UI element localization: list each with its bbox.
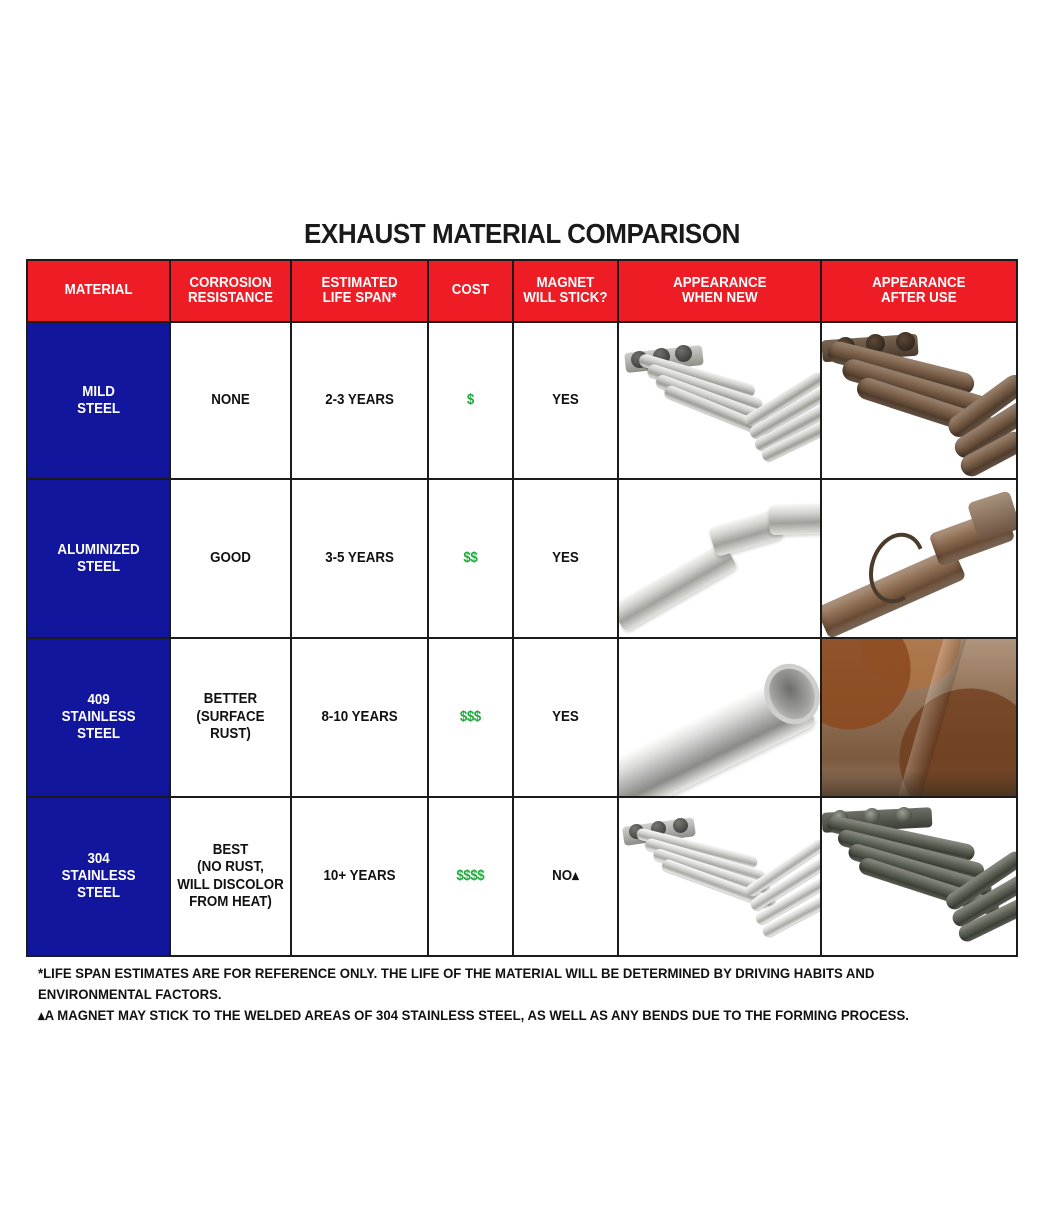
comparison-table-container xyxy=(26,259,1018,957)
header-appearance-after-use: APPEARANCE AFTER USE xyxy=(821,260,1017,322)
table-row xyxy=(27,638,1017,797)
cell-lifespan-aluminized-steel: 3-5 YEARS xyxy=(291,479,428,638)
cell-material-mild-steel: MILD STEEL xyxy=(27,322,170,479)
cell-magnet-mild-steel: YES xyxy=(513,322,618,479)
image-409-stainless-tube-new xyxy=(618,638,822,797)
exhaust-material-comparison-table xyxy=(26,259,1018,957)
image-aluminized-pipe-new xyxy=(618,479,822,638)
image-aluminized-pipe-rusted xyxy=(821,479,1017,638)
cell-corrosion-mild-steel: NONE xyxy=(170,322,291,479)
cell-cost-409-stainless-steel: $$$ xyxy=(428,638,513,797)
header-estimated-life-span: ESTIMATED LIFE SPAN* xyxy=(291,260,428,322)
footnotes xyxy=(38,963,1018,1026)
header-corrosion-resistance: CORROSION RESISTANCE xyxy=(170,260,291,322)
table-header-row xyxy=(27,260,1017,322)
cell-cost-aluminized-steel: $$ xyxy=(428,479,513,638)
cell-corrosion-aluminized-steel: GOOD xyxy=(170,479,291,638)
cell-corrosion-304-stainless-steel: BEST (NO RUST, WILL DISCOLOR FROM HEAT) xyxy=(170,797,291,956)
page-title: EXHAUST MATERIAL COMPARISON xyxy=(304,218,740,249)
cell-lifespan-409-stainless-steel: 8-10 YEARS xyxy=(291,638,428,797)
cell-material-aluminized-steel: ALUMINIZED STEEL xyxy=(27,479,170,638)
table-row xyxy=(27,797,1017,956)
table-row xyxy=(27,322,1017,479)
image-mild-steel-headers-rusted xyxy=(821,322,1017,479)
table-row xyxy=(27,479,1017,638)
header-appearance-when-new: APPEARANCE WHEN NEW xyxy=(618,260,822,322)
cell-corrosion-409-stainless-steel: BETTER (SURFACE RUST) xyxy=(170,638,291,797)
cell-lifespan-mild-steel: 2-3 YEARS xyxy=(291,322,428,479)
header-magnet-will-stick: MAGNET WILL STICK? xyxy=(513,260,618,322)
image-mild-steel-headers-new xyxy=(618,322,822,479)
cell-material-409-stainless-steel: 409 STAINLESS STEEL xyxy=(27,638,170,797)
cell-material-304-stainless-steel: 304 STAINLESS STEEL xyxy=(27,797,170,956)
footnote-magnet: ▴A MAGNET MAY STICK TO THE WELDED AREAS OF 304 STAINLESS STEEL, AS WELL AS ANY BENDS DUE TO THE FORMING PROCESS. xyxy=(38,1007,909,1023)
image-409-stainless-surface-rust xyxy=(821,638,1017,797)
cell-lifespan-304-stainless-steel: 10+ YEARS xyxy=(291,797,428,956)
cell-magnet-304-stainless-steel: NO▴ xyxy=(513,797,618,956)
header-material: MATERIAL xyxy=(27,260,170,322)
cell-magnet-409-stainless-steel: YES xyxy=(513,638,618,797)
header-cost: COST xyxy=(428,260,513,322)
cell-cost-mild-steel: $ xyxy=(428,322,513,479)
footnote-life-span: *LIFE SPAN ESTIMATES ARE FOR REFERENCE ONLY. THE LIFE OF THE MATERIAL WILL BE DETERMINED BY DRIVING HABITS AND ENVIRONMENTAL FACTORS. xyxy=(38,965,875,1002)
image-304-stainless-headers-discolored xyxy=(821,797,1017,956)
image-304-stainless-headers-new xyxy=(618,797,822,956)
cell-cost-304-stainless-steel: $$$$ xyxy=(428,797,513,956)
cell-magnet-aluminized-steel: YES xyxy=(513,479,618,638)
